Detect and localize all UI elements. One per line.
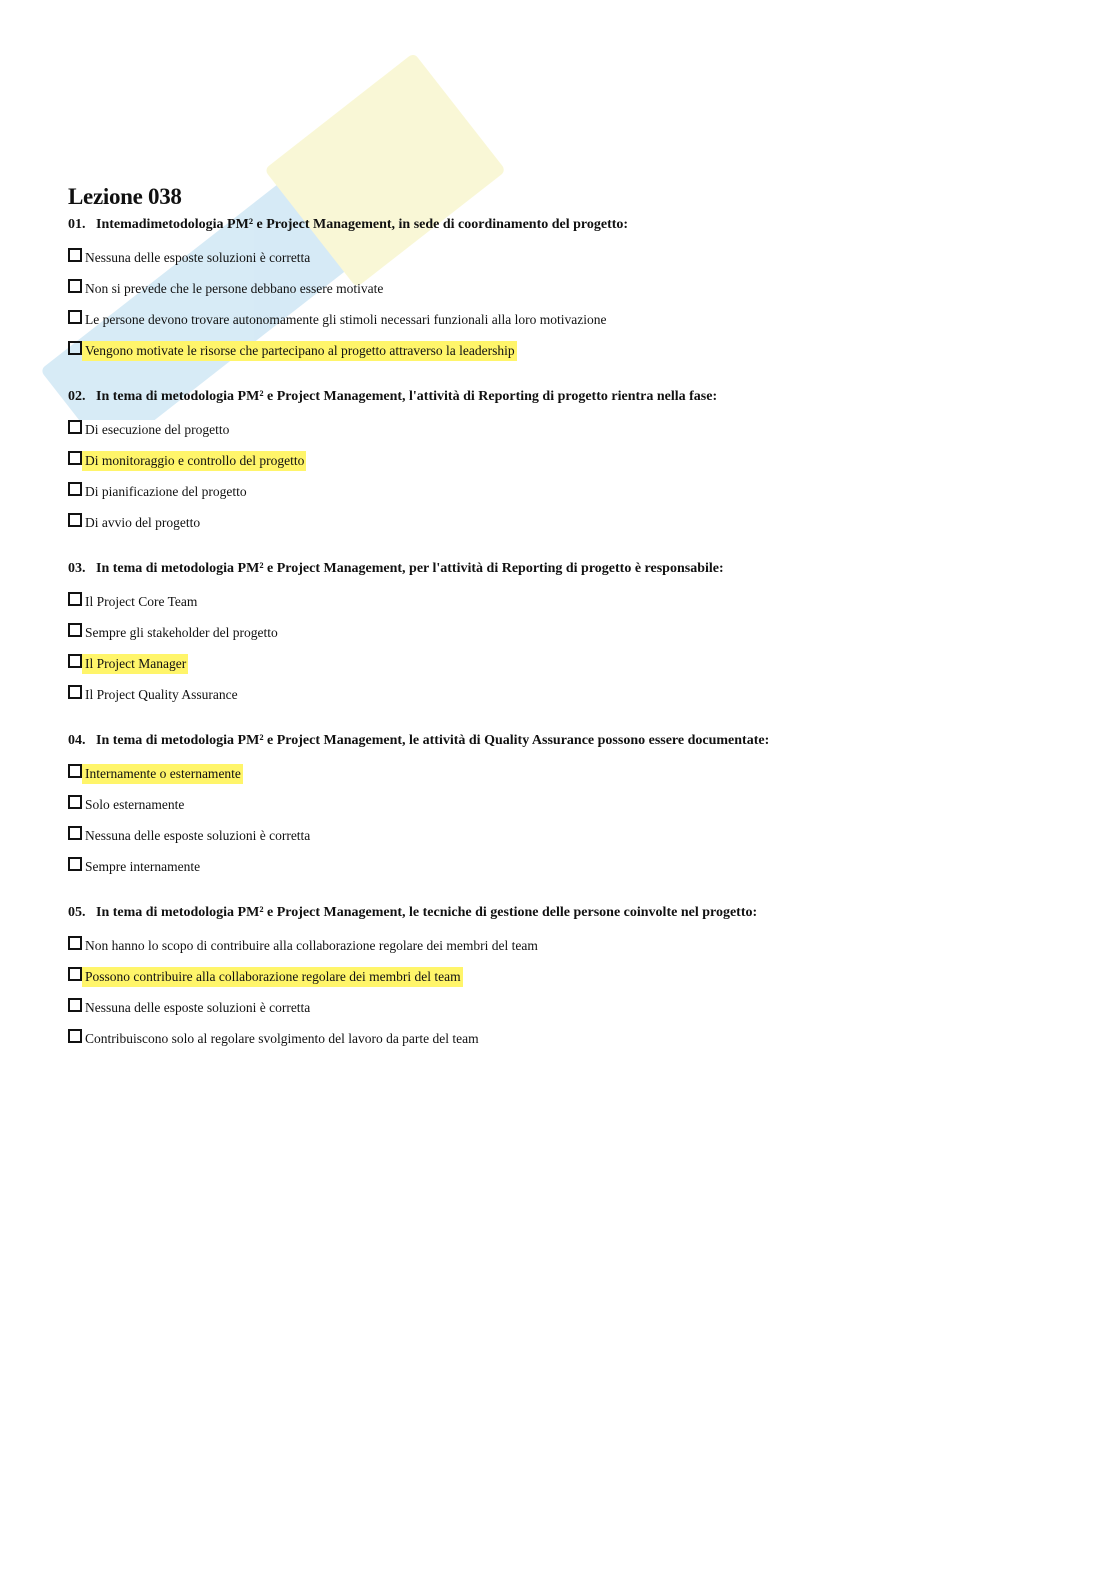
- answer-option: [68, 758, 1068, 789]
- document-body: [68, 184, 1068, 1076]
- checkbox-icon[interactable]: [68, 451, 82, 465]
- question-block: [68, 732, 1068, 882]
- answer-option: [68, 992, 1068, 1023]
- answer-text: Il Project Core Team: [85, 593, 198, 609]
- answer-option: [68, 648, 1068, 679]
- question-block: [68, 560, 1068, 710]
- answer-text: Il Project Quality Assurance: [85, 686, 238, 702]
- answer-option: [68, 335, 1068, 366]
- checkbox-icon[interactable]: [68, 685, 82, 699]
- answer-option: [68, 304, 1068, 335]
- checkbox-icon[interactable]: [68, 482, 82, 496]
- question-heading: [68, 388, 1068, 406]
- question-block: [68, 388, 1068, 538]
- answer-option: [68, 476, 1068, 507]
- checkbox-icon[interactable]: [68, 513, 82, 527]
- checkbox-icon[interactable]: [68, 592, 82, 606]
- checkbox-icon[interactable]: [68, 857, 82, 871]
- questions-list: [68, 216, 1068, 1054]
- checkbox-icon[interactable]: [68, 967, 82, 981]
- lesson-title: Lezione 038: [68, 184, 182, 209]
- answer-text: Nessuna delle esposte soluzioni è corretta: [85, 999, 311, 1015]
- answer-text-highlighted: Possono contribuire alla collaborazione regolare dei membri del team: [82, 967, 463, 987]
- answer-text-highlighted: Vengono motivate le risorse che partecipano al progetto attraverso la leadership: [82, 341, 517, 361]
- answer-text: Sempre gli stakeholder del progetto: [85, 624, 278, 640]
- question-block: [68, 904, 1068, 1054]
- answer-text: Nessuna delle esposte soluzioni è corretta: [85, 249, 311, 265]
- answer-option: [68, 507, 1068, 538]
- checkbox-icon[interactable]: [68, 279, 82, 293]
- question-block: [68, 216, 1068, 366]
- question-number: 01.: [68, 217, 86, 232]
- answer-option: [68, 586, 1068, 617]
- answer-text: Le persone devono trovare autonomamente gli stimoli necessari funzionali alla loro motivazione: [85, 311, 607, 327]
- checkbox-icon[interactable]: [68, 654, 82, 668]
- question-heading: [68, 560, 1068, 578]
- answer-text: Non si prevede che le persone debbano essere motivate: [85, 280, 384, 296]
- answer-option: [68, 273, 1068, 304]
- checkbox-icon[interactable]: [68, 420, 82, 434]
- question-heading: [68, 216, 1068, 234]
- answer-option: [68, 1023, 1068, 1054]
- answer-text: Solo esternamente: [85, 796, 185, 812]
- answer-option: [68, 679, 1068, 710]
- answer-option: [68, 961, 1068, 992]
- answer-text: Sempre internamente: [85, 858, 201, 874]
- answer-option: [68, 820, 1068, 851]
- question-text: In tema di metodologia PM² e Project Management, l'attività di Reporting di progetto rientra nella fase:: [96, 389, 718, 404]
- checkbox-icon[interactable]: [68, 623, 82, 637]
- question-heading: [68, 732, 1068, 750]
- question-number: 03.: [68, 561, 86, 576]
- answer-text: Contribuiscono solo al regolare svolgimento del lavoro da parte del team: [85, 1030, 479, 1046]
- answer-text: Di avvio del progetto: [85, 514, 201, 530]
- answer-option: [68, 789, 1068, 820]
- checkbox-icon[interactable]: [68, 764, 82, 778]
- question-text: In tema di metodologia PM² e Project Management, le attività di Quality Assurance possono essere documentate:: [96, 733, 770, 748]
- answer-text-highlighted: Il Project Manager: [82, 654, 188, 674]
- question-text: Intemadimetodologia PM² e Project Management, in sede di coordinamento del progetto:: [96, 217, 629, 232]
- question-heading: [68, 904, 1068, 922]
- answer-option: [68, 414, 1068, 445]
- checkbox-icon[interactable]: [68, 998, 82, 1012]
- question-text: In tema di metodologia PM² e Project Management, le tecniche di gestione delle persone coinvolte nel progetto:: [96, 905, 758, 920]
- checkbox-icon[interactable]: [68, 341, 82, 355]
- checkbox-icon[interactable]: [68, 795, 82, 809]
- checkbox-icon[interactable]: [68, 1029, 82, 1043]
- answer-text: Non hanno lo scopo di contribuire alla collaborazione regolare dei membri del team: [85, 937, 538, 953]
- checkbox-icon[interactable]: [68, 310, 82, 324]
- answer-text-highlighted: Di monitoraggio e controllo del progetto: [82, 451, 306, 471]
- checkbox-icon[interactable]: [68, 826, 82, 840]
- answer-option: [68, 930, 1068, 961]
- checkbox-icon[interactable]: [68, 936, 82, 950]
- answer-text: Di pianificazione del progetto: [85, 483, 247, 499]
- answer-text: Di esecuzione del progetto: [85, 421, 230, 437]
- answer-option: [68, 242, 1068, 273]
- question-text: In tema di metodologia PM² e Project Management, per l'attività di Reporting di progetto è responsabile:: [96, 561, 724, 576]
- question-number: 04.: [68, 733, 86, 748]
- answer-text-highlighted: Internamente o esternamente: [82, 764, 243, 784]
- answer-option: [68, 445, 1068, 476]
- checkbox-icon[interactable]: [68, 248, 82, 262]
- question-number: 05.: [68, 905, 86, 920]
- answer-option: [68, 851, 1068, 882]
- answer-text: Nessuna delle esposte soluzioni è corretta: [85, 827, 311, 843]
- question-number: 02.: [68, 389, 86, 404]
- answer-option: [68, 617, 1068, 648]
